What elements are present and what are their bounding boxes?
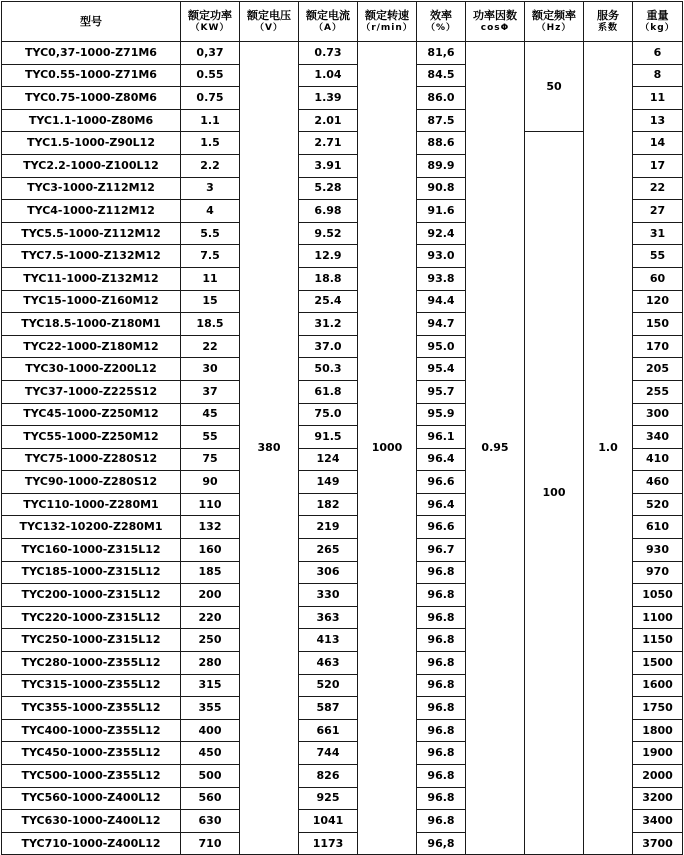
- cell-weight: 2000: [633, 765, 683, 788]
- cell-efficiency: 96.8: [417, 787, 466, 810]
- cell-efficiency: 86.0: [417, 87, 466, 110]
- header-row: [2, 2, 683, 42]
- cell-power: 0.75: [181, 87, 240, 110]
- cell-model: TYC18.5-1000-Z180M1: [2, 313, 181, 336]
- cell-efficiency: 81,6: [417, 42, 466, 65]
- cell-model: TYC1.1-1000-Z80M6: [2, 109, 181, 132]
- cell-efficiency: 96.8: [417, 810, 466, 833]
- cell-model: TYC7.5-1000-Z132M12: [2, 245, 181, 268]
- cell-current: 219: [299, 516, 358, 539]
- cell-power: 220: [181, 606, 240, 629]
- cell-power: 1.1: [181, 109, 240, 132]
- cell-model: TYC3-1000-Z112M12: [2, 177, 181, 200]
- cell-weight: 410: [633, 448, 683, 471]
- cell-current: 1173: [299, 832, 358, 855]
- cell-weight: 170: [633, 335, 683, 358]
- header-speed: 额定转速 （r/min）: [358, 2, 417, 42]
- cell-power: 2.2: [181, 154, 240, 177]
- cell-model: TYC560-1000-Z400L12: [2, 787, 181, 810]
- cell-efficiency: 90.8: [417, 177, 466, 200]
- cell-weight: 300: [633, 403, 683, 426]
- cell-power-factor: 0.95: [466, 42, 525, 855]
- cell-power: 110: [181, 493, 240, 516]
- cell-power: 160: [181, 539, 240, 562]
- cell-efficiency: 94.4: [417, 290, 466, 313]
- cell-speed: 1000: [358, 42, 417, 855]
- cell-weight: 3400: [633, 810, 683, 833]
- cell-current: 18.8: [299, 267, 358, 290]
- cell-power: 55: [181, 426, 240, 449]
- header-current: 额定电流 （A）: [299, 2, 358, 42]
- cell-efficiency: 96.8: [417, 719, 466, 742]
- cell-frequency-50: 50: [525, 42, 584, 132]
- cell-power: 4: [181, 200, 240, 223]
- cell-efficiency: 96.7: [417, 539, 466, 562]
- header-voltage: 额定电压 （V）: [240, 2, 299, 42]
- cell-weight: 13: [633, 109, 683, 132]
- cell-current: 661: [299, 719, 358, 742]
- cell-efficiency: 96.1: [417, 426, 466, 449]
- cell-weight: 1750: [633, 697, 683, 720]
- cell-current: 12.9: [299, 245, 358, 268]
- cell-efficiency: 94.7: [417, 313, 466, 336]
- cell-power: 280: [181, 652, 240, 675]
- cell-model: TYC280-1000-Z355L12: [2, 652, 181, 675]
- cell-efficiency: 96.8: [417, 561, 466, 584]
- cell-power: 0.55: [181, 64, 240, 87]
- cell-power: 22: [181, 335, 240, 358]
- cell-power: 1.5: [181, 132, 240, 155]
- cell-current: 25.4: [299, 290, 358, 313]
- cell-model: TYC55-1000-Z250M12: [2, 426, 181, 449]
- cell-weight: 610: [633, 516, 683, 539]
- cell-model: TYC630-1000-Z400L12: [2, 810, 181, 833]
- cell-power: 400: [181, 719, 240, 742]
- cell-current: 2.71: [299, 132, 358, 155]
- cell-model: TYC22-1000-Z180M12: [2, 335, 181, 358]
- table-row: [2, 132, 683, 155]
- cell-power: 3: [181, 177, 240, 200]
- cell-model: TYC45-1000-Z250M12: [2, 403, 181, 426]
- cell-efficiency: 96.8: [417, 584, 466, 607]
- cell-efficiency: 96.6: [417, 516, 466, 539]
- cell-efficiency: 96.4: [417, 448, 466, 471]
- cell-efficiency: 95.9: [417, 403, 466, 426]
- cell-weight: 340: [633, 426, 683, 449]
- cell-efficiency: 96.8: [417, 606, 466, 629]
- cell-power: 7.5: [181, 245, 240, 268]
- cell-weight: 14: [633, 132, 683, 155]
- motor-spec-table: [1, 1, 683, 855]
- cell-current: 744: [299, 742, 358, 765]
- cell-weight: 1150: [633, 629, 683, 652]
- cell-power: 630: [181, 810, 240, 833]
- cell-efficiency: 93.0: [417, 245, 466, 268]
- cell-voltage: 380: [240, 42, 299, 855]
- cell-power: 45: [181, 403, 240, 426]
- cell-efficiency: 88.6: [417, 132, 466, 155]
- cell-weight: 3700: [633, 832, 683, 855]
- cell-current: 1.04: [299, 64, 358, 87]
- cell-weight: 3200: [633, 787, 683, 810]
- cell-current: 61.8: [299, 380, 358, 403]
- cell-efficiency: 95.7: [417, 380, 466, 403]
- cell-model: TYC185-1000-Z315L12: [2, 561, 181, 584]
- cell-current: 124: [299, 448, 358, 471]
- cell-model: TYC355-1000-Z355L12: [2, 697, 181, 720]
- cell-model: TYC2.2-1000-Z100L12: [2, 154, 181, 177]
- cell-model: TYC710-1000-Z400L12: [2, 832, 181, 855]
- cell-efficiency: 89.9: [417, 154, 466, 177]
- header-power-factor: 功率因数 cosΦ: [466, 2, 525, 42]
- cell-current: 182: [299, 493, 358, 516]
- cell-weight: 27: [633, 200, 683, 223]
- cell-efficiency: 96.8: [417, 765, 466, 788]
- cell-model: TYC250-1000-Z315L12: [2, 629, 181, 652]
- cell-current: 2.01: [299, 109, 358, 132]
- cell-model: TYC160-1000-Z315L12: [2, 539, 181, 562]
- cell-current: 1041: [299, 810, 358, 833]
- cell-efficiency: 87.5: [417, 109, 466, 132]
- cell-efficiency: 96,8: [417, 832, 466, 855]
- cell-model: TYC0.55-1000-Z71M6: [2, 64, 181, 87]
- cell-weight: 970: [633, 561, 683, 584]
- cell-weight: 60: [633, 267, 683, 290]
- cell-weight: 6: [633, 42, 683, 65]
- cell-power: 200: [181, 584, 240, 607]
- cell-current: 5.28: [299, 177, 358, 200]
- cell-weight: 1050: [633, 584, 683, 607]
- cell-current: 149: [299, 471, 358, 494]
- cell-weight: 1800: [633, 719, 683, 742]
- cell-current: 0.73: [299, 42, 358, 65]
- cell-current: 330: [299, 584, 358, 607]
- cell-power: 132: [181, 516, 240, 539]
- cell-power: 560: [181, 787, 240, 810]
- cell-current: 413: [299, 629, 358, 652]
- cell-weight: 31: [633, 222, 683, 245]
- cell-model: TYC30-1000-Z200L12: [2, 358, 181, 381]
- header-model: 型号: [2, 2, 181, 42]
- cell-current: 363: [299, 606, 358, 629]
- header-power: 额定功率 （KW）: [181, 2, 240, 42]
- cell-efficiency: 96.6: [417, 471, 466, 494]
- cell-weight: 1500: [633, 652, 683, 675]
- cell-weight: 11: [633, 87, 683, 110]
- cell-current: 587: [299, 697, 358, 720]
- cell-current: 31.2: [299, 313, 358, 336]
- cell-efficiency: 95.0: [417, 335, 466, 358]
- cell-current: 1.39: [299, 87, 358, 110]
- cell-power: 90: [181, 471, 240, 494]
- cell-model: TYC11-1000-Z132M12: [2, 267, 181, 290]
- cell-model: TYC75-1000-Z280S12: [2, 448, 181, 471]
- cell-model: TYC110-1000-Z280M1: [2, 493, 181, 516]
- header-service-factor: 服务 系数: [584, 2, 633, 42]
- cell-efficiency: 93.8: [417, 267, 466, 290]
- cell-weight: 460: [633, 471, 683, 494]
- table-row: [2, 42, 683, 65]
- cell-efficiency: 96.4: [417, 493, 466, 516]
- cell-efficiency: 84.5: [417, 64, 466, 87]
- header-weight: 重量 （kg）: [633, 2, 683, 42]
- cell-current: 826: [299, 765, 358, 788]
- cell-current: 37.0: [299, 335, 358, 358]
- cell-weight: 150: [633, 313, 683, 336]
- cell-current: 520: [299, 674, 358, 697]
- cell-power: 0,37: [181, 42, 240, 65]
- cell-power: 250: [181, 629, 240, 652]
- cell-power: 450: [181, 742, 240, 765]
- cell-model: TYC1.5-1000-Z90L12: [2, 132, 181, 155]
- cell-power: 5.5: [181, 222, 240, 245]
- cell-weight: 1100: [633, 606, 683, 629]
- cell-power: 75: [181, 448, 240, 471]
- cell-model: TYC0.75-1000-Z80M6: [2, 87, 181, 110]
- cell-weight: 17: [633, 154, 683, 177]
- cell-weight: 255: [633, 380, 683, 403]
- cell-current: 91.5: [299, 426, 358, 449]
- cell-weight: 55: [633, 245, 683, 268]
- cell-model: TYC5.5-1000-Z112M12: [2, 222, 181, 245]
- cell-weight: 120: [633, 290, 683, 313]
- cell-model: TYC500-1000-Z355L12: [2, 765, 181, 788]
- cell-power: 11: [181, 267, 240, 290]
- cell-current: 265: [299, 539, 358, 562]
- table-body: [2, 42, 683, 855]
- cell-efficiency: 95.4: [417, 358, 466, 381]
- cell-power: 15: [181, 290, 240, 313]
- cell-efficiency: 92.4: [417, 222, 466, 245]
- cell-model: TYC400-1000-Z355L12: [2, 719, 181, 742]
- cell-current: 925: [299, 787, 358, 810]
- cell-weight: 930: [633, 539, 683, 562]
- cell-power: 30: [181, 358, 240, 381]
- cell-current: 9.52: [299, 222, 358, 245]
- cell-model: TYC15-1000-Z160M12: [2, 290, 181, 313]
- header-frequency: 额定频率 （Hz）: [525, 2, 584, 42]
- cell-model: TYC450-1000-Z355L12: [2, 742, 181, 765]
- cell-power: 355: [181, 697, 240, 720]
- cell-power: 37: [181, 380, 240, 403]
- cell-model: TYC37-1000-Z225S12: [2, 380, 181, 403]
- cell-weight: 8: [633, 64, 683, 87]
- cell-power: 500: [181, 765, 240, 788]
- cell-weight: 22: [633, 177, 683, 200]
- cell-model: TYC315-1000-Z355L12: [2, 674, 181, 697]
- cell-current: 6.98: [299, 200, 358, 223]
- cell-efficiency: 96.8: [417, 652, 466, 675]
- cell-model: TYC0,37-1000-Z71M6: [2, 42, 181, 65]
- cell-model: TYC200-1000-Z315L12: [2, 584, 181, 607]
- cell-efficiency: 96.8: [417, 674, 466, 697]
- cell-current: 75.0: [299, 403, 358, 426]
- cell-power: 710: [181, 832, 240, 855]
- cell-current: 306: [299, 561, 358, 584]
- cell-power: 315: [181, 674, 240, 697]
- cell-model: TYC4-1000-Z112M12: [2, 200, 181, 223]
- cell-efficiency: 91.6: [417, 200, 466, 223]
- header-efficiency: 效率 （%）: [417, 2, 466, 42]
- cell-weight: 1600: [633, 674, 683, 697]
- cell-efficiency: 96.8: [417, 697, 466, 720]
- cell-model: TYC132-10200-Z280M1: [2, 516, 181, 539]
- cell-efficiency: 96.8: [417, 742, 466, 765]
- cell-current: 463: [299, 652, 358, 675]
- cell-current: 3.91: [299, 154, 358, 177]
- cell-power: 18.5: [181, 313, 240, 336]
- cell-current: 50.3: [299, 358, 358, 381]
- cell-power: 185: [181, 561, 240, 584]
- cell-weight: 520: [633, 493, 683, 516]
- cell-weight: 1900: [633, 742, 683, 765]
- cell-frequency-100: 100: [525, 132, 584, 855]
- cell-model: TYC90-1000-Z280S12: [2, 471, 181, 494]
- cell-service-factor: 1.0: [584, 42, 633, 855]
- cell-weight: 205: [633, 358, 683, 381]
- cell-efficiency: 96.8: [417, 629, 466, 652]
- cell-model: TYC220-1000-Z315L12: [2, 606, 181, 629]
